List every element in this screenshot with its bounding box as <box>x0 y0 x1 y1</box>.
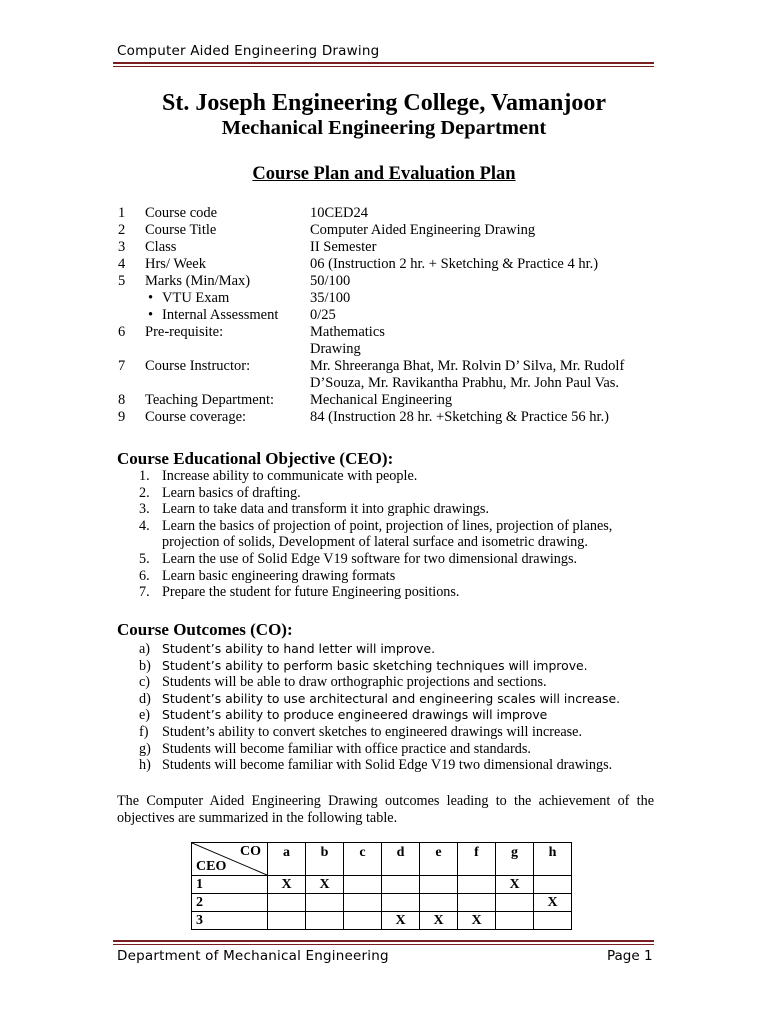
page-header: Computer Aided Engineering Drawing <box>117 43 380 59</box>
list-text: Learn the basics of projection of point, projection of lines, projection of planes, <box>162 517 613 534</box>
footer-rule <box>113 940 654 945</box>
matrix-cell <box>534 876 572 894</box>
matrix-cell <box>344 894 382 912</box>
list-text: Learn to take data and transform it into graphic drawings. <box>162 501 489 518</box>
matrix-column-header: e <box>420 843 458 876</box>
list-text: Students will become familiar with Solid Edge V19 two dimensional drawings. <box>162 757 613 774</box>
info-value: Computer Aided Engineering Drawing <box>310 222 536 238</box>
list-marker: h) <box>139 757 151 774</box>
page-footer: Department of Mechanical Engineering <box>117 948 389 964</box>
list-text: Student’s ability to convert sketches to engineered drawings will increase. <box>162 723 582 740</box>
info-value: Mathematics <box>310 324 385 340</box>
list-marker: d) <box>139 690 151 707</box>
matrix-row <box>192 912 572 930</box>
matrix-cell <box>268 912 306 930</box>
matrix-cell <box>344 876 382 894</box>
list-text: Learn basic engineering drawing formats <box>162 567 396 584</box>
bullet-icon: • <box>148 290 154 306</box>
list-text: Students will become familiar with office practice and standards. <box>162 740 531 757</box>
info-value: 06 (Instruction 2 hr. + Sketching & Practice 4 hr.) <box>310 256 599 272</box>
info-label-text: Internal Assessment <box>162 307 279 323</box>
college-title: St. Joseph Engineering College, Vamanjoor <box>161 90 607 116</box>
info-label-text: VTU Exam <box>162 290 230 306</box>
list-marker: 4. <box>139 517 150 534</box>
info-value: 10CED24 <box>310 205 368 221</box>
co-heading: Course Outcomes (CO): <box>117 620 293 639</box>
list-marker: b) <box>139 657 151 674</box>
list-text: Student’s ability to produce engineered drawings will improve <box>162 707 548 723</box>
list-text: Student’s ability to perform basic sketching techniques will improve. <box>162 657 588 673</box>
matrix-column-header: h <box>534 843 572 876</box>
matrix-row-label: 1 <box>192 876 268 894</box>
info-number: 7 <box>118 358 126 374</box>
info-number: 6 <box>118 324 126 340</box>
matrix-column-header: a <box>268 843 306 876</box>
corner-co-label: CO <box>240 844 261 859</box>
info-label: Course Title <box>145 222 217 238</box>
info-value: Drawing <box>310 341 361 357</box>
matrix-cell: X <box>382 912 420 930</box>
matrix-cell <box>458 894 496 912</box>
list-marker: 1. <box>139 468 150 484</box>
matrix-cell <box>534 912 572 930</box>
list-marker: a) <box>139 641 151 657</box>
list-text: Increase ability to communicate with people. <box>162 468 418 484</box>
info-number: 2 <box>118 222 126 238</box>
header-rule <box>113 62 654 67</box>
matrix-corner-cell <box>192 843 268 876</box>
list-marker: g) <box>139 740 151 757</box>
matrix-cell <box>420 894 458 912</box>
matrix-column-header: d <box>382 843 420 876</box>
page-number: Page 1 <box>607 948 653 964</box>
matrix-cell <box>344 912 382 930</box>
info-value: II Semester <box>310 239 377 255</box>
matrix-cell: X <box>306 876 344 894</box>
matrix-cell <box>306 912 344 930</box>
list-text: Prepare the student for future Engineering positions. <box>162 584 460 601</box>
matrix-cell <box>496 894 534 912</box>
corner-ceo-label: CEO <box>196 859 227 874</box>
info-label <box>148 290 229 307</box>
matrix-header-row <box>192 843 572 876</box>
list-marker: f) <box>139 723 149 740</box>
info-number: 3 <box>118 239 126 255</box>
matrix-cell: X <box>420 912 458 930</box>
info-label: Course coverage: <box>145 409 247 425</box>
matrix-row-label: 3 <box>192 912 268 930</box>
matrix-cell <box>496 912 534 930</box>
list-text: Student’s ability to hand letter will improve. <box>162 641 436 656</box>
info-label: Course Instructor: <box>145 358 251 374</box>
matrix-cell <box>382 894 420 912</box>
matrix-cell: X <box>534 894 572 912</box>
list-marker: 7. <box>139 584 150 601</box>
list-marker: 5. <box>139 550 150 567</box>
info-number: 4 <box>118 256 126 272</box>
matrix-cell <box>268 894 306 912</box>
matrix-cell: X <box>458 912 496 930</box>
matrix-row-label: 2 <box>192 894 268 912</box>
list-text: Student’s ability to use architectural and engineering scales will increase. <box>162 690 621 706</box>
list-marker: 6. <box>139 567 150 584</box>
info-number: 8 <box>118 392 126 408</box>
list-marker: c) <box>139 674 151 691</box>
info-label <box>148 307 278 324</box>
info-value: Mechanical Engineering <box>310 392 453 408</box>
info-value: 35/100 <box>310 290 351 306</box>
co-ceo-matrix <box>191 842 572 930</box>
matrix-row <box>192 894 572 912</box>
matrix-cell <box>306 894 344 912</box>
summary-paragraph: The Computer Aided Engineering Drawing outcomes leading to the achievement of the objectives are summarized in the following table. <box>117 793 654 826</box>
list-text: Learn the use of Solid Edge V19 software for two dimensional drawings. <box>162 550 578 567</box>
info-number: 9 <box>118 409 126 425</box>
matrix-cell: X <box>496 876 534 894</box>
matrix-column-header: b <box>306 843 344 876</box>
info-value: 84 (Instruction 28 hr. +Sketching & Practice 56 hr.) <box>310 409 609 425</box>
info-value: 50/100 <box>310 273 351 289</box>
list-marker: 3. <box>139 501 150 518</box>
info-label: Teaching Department: <box>145 392 275 408</box>
info-label: Course code <box>145 205 218 221</box>
list-text: Learn basics of drafting. <box>162 484 301 501</box>
list-marker: 2. <box>139 484 150 501</box>
info-value: 0/25 <box>310 307 336 323</box>
ceo-heading: Course Educational Objective (CEO): <box>117 449 394 468</box>
bullet-icon: • <box>148 307 154 323</box>
list-marker: e) <box>139 707 151 724</box>
info-label: Marks (Min/Max) <box>145 273 251 289</box>
department-title: Mechanical Engineering Department <box>221 117 547 139</box>
list-text: Students will be able to draw orthographic projections and sections. <box>162 674 547 691</box>
info-value: Mr. Shreeranga Bhat, Mr. Rolvin D’ Silva, Mr. Rudolf <box>310 358 625 374</box>
plan-title: Course Plan and Evaluation Plan <box>252 164 516 184</box>
list-text: projection of solids, Development of lateral surface and isometric drawing. <box>162 534 588 551</box>
matrix-column-header: g <box>496 843 534 876</box>
matrix-cell <box>382 876 420 894</box>
info-number: 5 <box>118 273 126 289</box>
matrix-cell: X <box>268 876 306 894</box>
info-number: 1 <box>118 205 126 221</box>
matrix-cell <box>420 876 458 894</box>
matrix-cell <box>458 876 496 894</box>
matrix-column-header: c <box>344 843 382 876</box>
matrix-column-header: f <box>458 843 496 876</box>
info-label: Class <box>145 239 177 255</box>
info-value: D’Souza, Mr. Ravikantha Prabhu, Mr. John Paul Vas. <box>310 375 620 391</box>
info-label: Hrs/ Week <box>145 256 206 272</box>
info-label: Pre-requisite: <box>145 324 224 340</box>
matrix-row <box>192 876 572 894</box>
